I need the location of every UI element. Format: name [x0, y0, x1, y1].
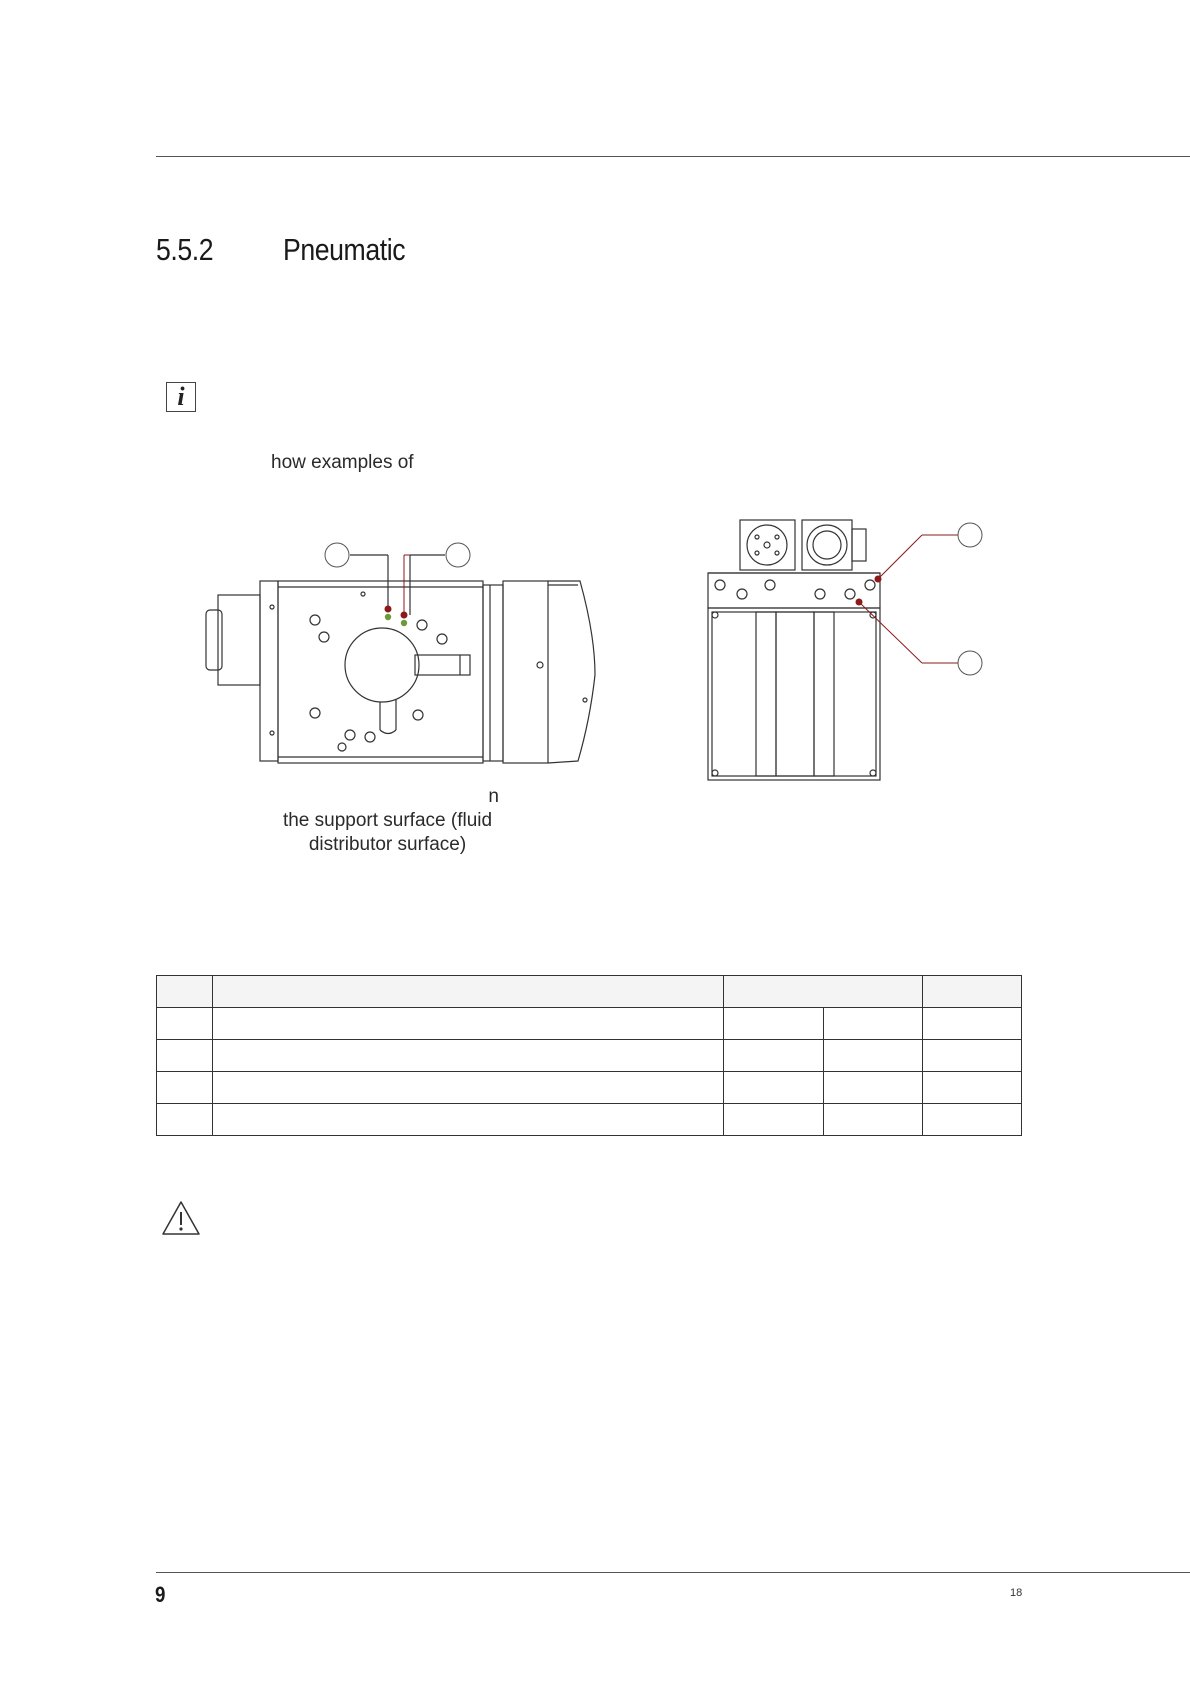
table-row [157, 1008, 1022, 1040]
spec-table [156, 975, 1022, 1136]
port-marker-red [401, 612, 408, 619]
table-cell [923, 1040, 1022, 1072]
table-row [157, 1072, 1022, 1104]
table-cell [923, 1104, 1022, 1136]
port-marker-red [385, 606, 392, 613]
caption-line-1: n [488, 786, 499, 807]
table-cell [157, 1072, 213, 1104]
warning-icon [161, 1200, 201, 1236]
table-row [157, 1040, 1022, 1072]
table-cell [823, 1104, 923, 1136]
table-row [157, 1104, 1022, 1136]
table-cell [724, 1008, 824, 1040]
port-marker-red [875, 576, 882, 583]
callout-circle-3 [958, 523, 982, 547]
table-cell [213, 1008, 724, 1040]
table-cell [213, 976, 724, 1008]
table-cell [923, 976, 1022, 1008]
callout-circle-1 [325, 543, 349, 567]
footer-rule [156, 1572, 1190, 1573]
figure-caption [270, 785, 505, 857]
table-cell [823, 1008, 923, 1040]
right-view-drawing [700, 515, 1020, 795]
table-cell [823, 1072, 923, 1104]
callout-circle-4 [958, 651, 982, 675]
table-cell [724, 1072, 824, 1104]
caption-line-2: the support surface (fluid [282, 810, 493, 831]
table-cell [923, 1008, 1022, 1040]
header-rule [156, 156, 1190, 157]
port-marker-red [856, 599, 863, 606]
table-cell [213, 1040, 724, 1072]
chapter-number: 9 [155, 1582, 166, 1607]
table-cell [724, 1040, 824, 1072]
callout-circle-2 [446, 543, 470, 567]
table-cell [157, 1008, 213, 1040]
table-cell [823, 1040, 923, 1072]
section-number: 5.5.2 [156, 232, 214, 267]
page-number: 18 [1010, 1587, 1023, 1599]
table-cell [724, 1104, 824, 1136]
table-header-row [157, 976, 1022, 1008]
table-cell [157, 976, 213, 1008]
table-cell [923, 1072, 1022, 1104]
port-marker-green [401, 620, 407, 626]
table-cell [157, 1104, 213, 1136]
caption-line-3: distributor surface) [308, 834, 467, 855]
table-cell [213, 1104, 724, 1136]
port-marker-green [385, 614, 391, 620]
left-view-drawing [200, 525, 605, 770]
info-icon: i [166, 382, 196, 412]
intro-text: how examples of [271, 452, 414, 473]
table-cell [213, 1072, 724, 1104]
table-cell [157, 1040, 213, 1072]
section-title: Pneumatic [283, 232, 406, 267]
table-cell [724, 976, 923, 1008]
